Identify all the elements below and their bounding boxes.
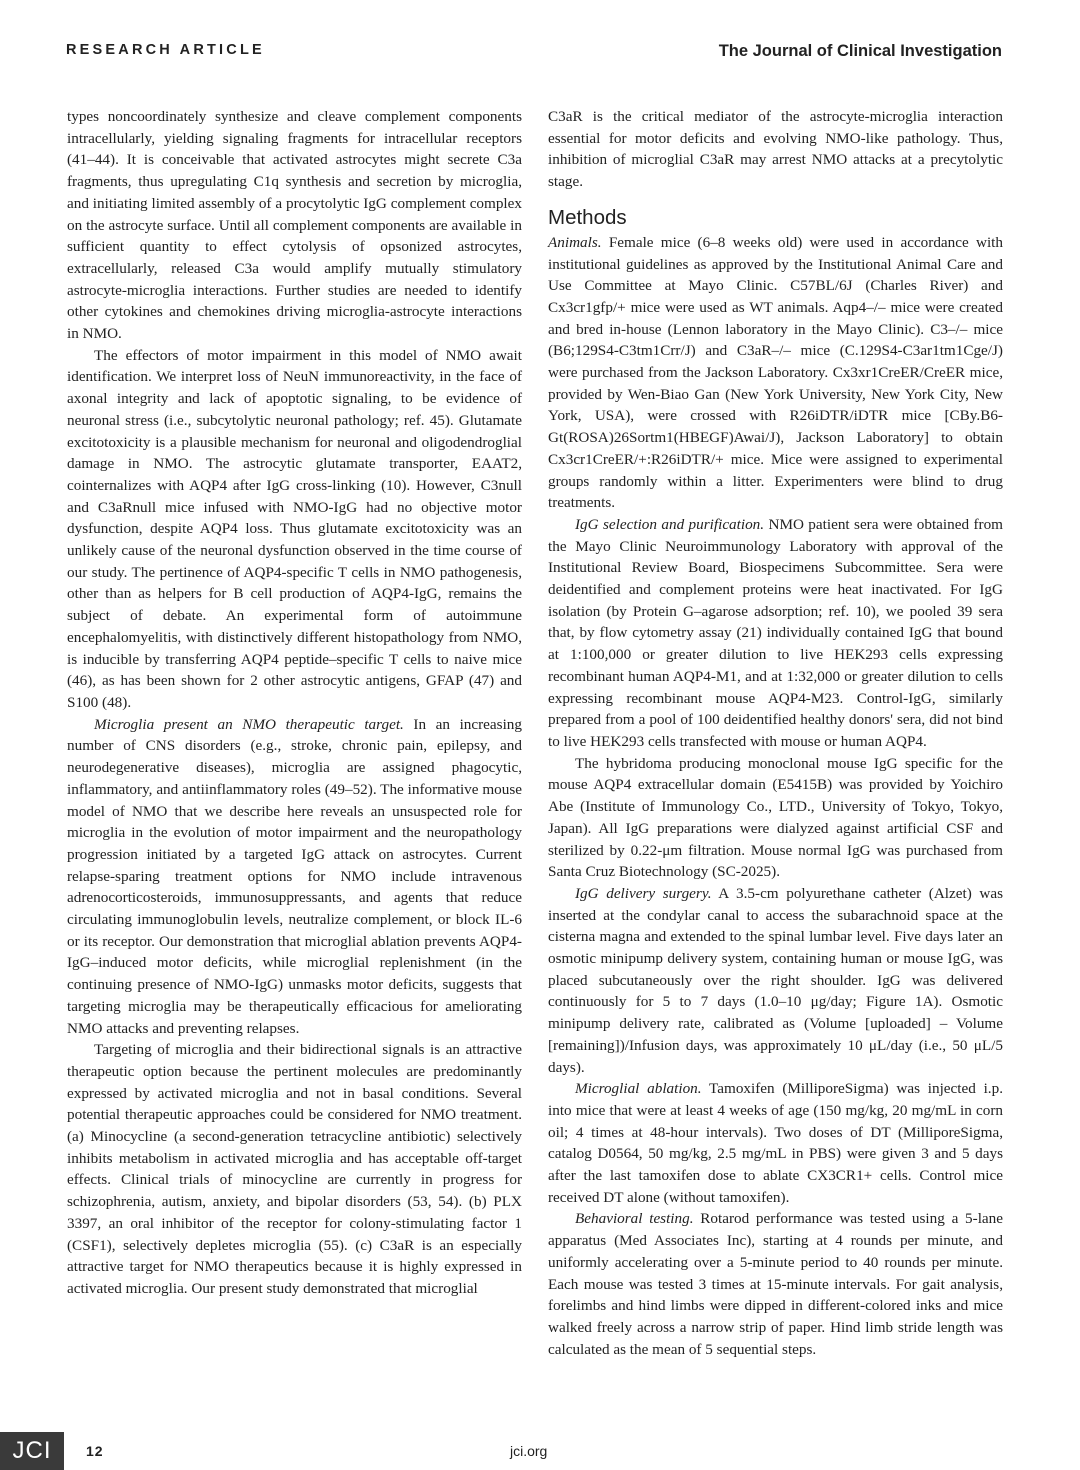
left-column [67, 106, 522, 1300]
paragraph-text: Female mice (6–8 weeks old) were used in accordance with institutional guidelines as approved by the Institutional Animal Care and Use Committee at Mayo Clinic. C57BL/6J (Charles River) and Cx3cr1gfp/+ mice were used as WT animals. Aqp4–/– mice were created and bred in-house (Lennon laboratory in the Mayo Clinic). C3–/– mice (B6;129S4-C3tm1Crr/J) and C3aR–/– mice (C.129S4-C3ar1tm1Cge/J) were purchased from the Jackson Laboratory. Cx3xr1CreER/CreER mice, provided by Wen-Biao Gan (New York University, New York City, New York, USA), were crossed with R26iDTR/iDTR mice [CBy.B6-Gt(ROSA)26Sortm1(HBEGF)Awai/J), Jackson Laboratory] to obtain Cx3cr1CreER/+:R26iDTR/+ mice. Mice were assigned to experimental groups randomly within a litter. Experimenters were blind to drug treatments. [548, 233, 1003, 512]
right-column [548, 106, 1003, 1360]
paragraph: Targeting of microglia and their bidirectional signals is an attractive therapeutic option because the pertinent molecules are predominantly expressed by activated microglia and not in basal conditions. Several potential therapeutic approaches could be considered for NMO treatment. (a) Minocycline (a second-generation tetracycline antibiotic) selectively inhibits metabolism in activated microglia and has acceptable off-target effects. Clinical trials of minocycline are currently in progress for schizophrenia, autism, anxiety, and bipolar disorders (53, 54). (b) PLX 3397, an oral inhibitor of the receptor for colony-stimulating factor 1 (CSF1), selectively depletes microglia (55). (c) C3aR is an especially attractive target for NMO therapeutics because it is highly expressed in activated microglia. Our present study demonstrated that microglial [67, 1041, 522, 1297]
paragraph-text: In an increasing number of CNS disorders (e.g., stroke, chronic pain, epilepsy, and neurodegenerative diseases), microglia are assigned phagocytic, inflammatory, and antiinflammatory roles (49–52). The informative mouse model of NMO that we describe here reveals an unsuspected role for microglia in the evolution of motor impairment and the neuropathology progression initiated by a targeted IgG attack on astrocytes. Current relapse-sparing treatment options for NMO include intravenous adrenocorticosteroids, immunosuppressants, and agents that reduce circulating immunoglobulin levels, neutralize complement, or block IL-6 or its receptor. Our demonstration that microglial ablation prevents AQP4-IgG–induced motor deficits, while microglial replenishment (in the continuing presence of NMO-IgG) unmasks motor deficits, suggests that targeting microglia may be therapeutically efficacious for ameliorating NMO attacks and preventing relapses. [67, 715, 522, 1037]
paragraph [548, 514, 1003, 753]
methods-heading: Methods [548, 205, 627, 229]
runin-heading: Animals. [548, 233, 602, 251]
paragraph [67, 714, 522, 1040]
paragraph-text: NMO patient sera were obtained from the Mayo Clinic Neuroimmunology Laboratory with approval of the Institutional Review Board, Biospecimens Subcommittee. Sera were deidentified and complement proteins were heat inactivated. For IgG isolation (by Protein G–agarose adsorption; ref. 10), we pooled 39 sera that, by flow cytometry assay (21) individually contained IgG that bound at 1:100,000 or greater dilution to live HEK293 cells expressing recombinant human AQP4-M1, and at 1:32,000 or greater dilution to cells expressing recombinant mouse AQP4-M23. Control-IgG, similarly prepared from a pool of 100 deidentified healthy donors' sera, did not bind to live HEK293 cells transfected with mouse or human AQP4. [548, 515, 1003, 750]
paragraph: types noncoordinately synthesize and cleave complement components intracellularly, yielding signaling fragments for intracellular receptors (41–44). It is conceivable that activated astrocytes might secrete C3a fragments, thus upregulating C1q synthesis and secretion by microglia, and initiating limited assembly of a procytolytic IgG complement complex on the astrocyte surface. Until all complement components are available in sufficient quantity to effect cytolysis of opsonized astrocytes, extracellularly, released C3a would amplify mutually stimulatory astrocyte-microglia interactions. Further studies are needed to identify other cytokines and chemokines driving microglia-astrocyte interactions in NMO. [67, 108, 522, 343]
runin-heading: IgG selection and purification. [575, 515, 765, 533]
paragraph [548, 1078, 1003, 1208]
paragraph [548, 883, 1003, 1078]
paragraph-text: A 3.5-cm polyurethane catheter (Alzet) was inserted at the condylar canal to access the subarachnoid space at the cisterna magna and extended to the spinal lumbar level. Five days later an osmotic minipump delivery system, containing human or mouse IgG, was placed subcutaneously over the right shoulder. IgG was delivered continuously for 5 to 7 days (1.0–10 μg/day; Figure 1A). Osmotic minipump delivery rate, calibrated as (Volume [uploaded] – Volume [remaining])/Infusion days, was approximately 10 μL/day (i.e., 50 μL/5 days). [548, 884, 1003, 1076]
runin-heading: Microglia present an NMO therapeutic target. [94, 715, 404, 733]
footer-site-link[interactable]: jci.org [510, 1443, 548, 1459]
page-number: 12 [86, 1443, 104, 1459]
paragraph-text: Rotarod performance was tested using a 5-lane apparatus (Med Associates Inc), starting at 4 rounds per minute, and uniformly accelerating over a 5-minute period to 40 rounds per minute. Each mouse was tested 3 times at 15-minute intervals. For gait analysis, forelimbs and hind limbs were dipped in different-colored inks and mice walked freely across a narrow strip of paper. Hind limb stride length was calculated as the mean of 5 sequential steps. [548, 1210, 1004, 1358]
paragraph [548, 1208, 1003, 1360]
paragraph: C3aR is the critical mediator of the astrocyte-microglia interaction essential for motor deficits and evolving NMO-like pathology. Thus, inhibition of microglial C3aR may arrest NMO attacks at a precytolytic stage. [548, 108, 1003, 191]
jci-logo: JCI [0, 1432, 64, 1470]
paragraph-text: Tamoxifen (MilliporeSigma) was injected i.p. into mice that were at least 4 weeks of age (150 mg/kg, 20 mg/mL in corn oil; 4 times at 48-hour intervals). Two doses of DT (MilliporeSigma, catalog D0564, 50 mg/kg, 2.5 mg/mL in PBS) were given 3 and 5 days after the last tamoxifen dose to ablate CX3CR1+ cells. Control mice received DT alone (without tamoxifen). [548, 1080, 1003, 1206]
runin-heading: Microglial ablation. [575, 1080, 702, 1098]
section-label: RESEARCH ARTICLE [66, 42, 265, 58]
runin-heading: IgG delivery surgery. [575, 884, 712, 902]
journal-title: The Journal of Clinical Investigation [718, 42, 1002, 60]
paragraph: The effectors of motor impairment in this model of NMO await identification. We interpret loss of NeuN immunoreactivity, in the face of axonal integrity and lack of apoptotic signaling, to be evidence of neuronal stress (i.e., subcytolytic neuronal pathology; ref. 45). Glutamate excitotoxicity is a plausible mechanism for neuronal and oligodendroglial damage in NMO. The astrocytic glutamate transporter, EAAT2, cointernalizes with AQP4 after IgG cross-linking (10). However, C3null and C3aRnull mice infused with NMO-IgG had no objective motor dysfunction, despite AQP4 loss. Thus glutamate excitotoxicity was an unlikely cause of the neuronal dysfunction observed in the time course of our study. The pertinence of AQP4-specific T cells in NMO pathogenesis, other than as helpers for B cell production of AQP4-IgG, remains the subject of debate. An experimental form of autoimmune encephalomyelitis, with distinctively different histopathology from NMO, is inducible by transferring AQP4 peptide–specific T cells to naive mice (46), as has been shown for 2 other astrocytic antigens, GFAP (47) and S100 (48). [67, 346, 522, 711]
runin-heading: Behavioral testing. [575, 1210, 694, 1228]
paragraph: The hybridoma producing monoclonal mouse IgG specific for the mouse AQP4 extracellular domain (E5415B) was provided by Yoichiro Abe (Institute of Immunology Co., LTD., University of Tokyo, Tokyo, Japan). All IgG preparations were dialyzed against artificial CSF and sterilized by 0.22-μm filtration. Mouse normal IgG was purchased from Santa Cruz Biotechnology (SC-2025). [548, 754, 1003, 881]
paragraph [548, 232, 1003, 514]
